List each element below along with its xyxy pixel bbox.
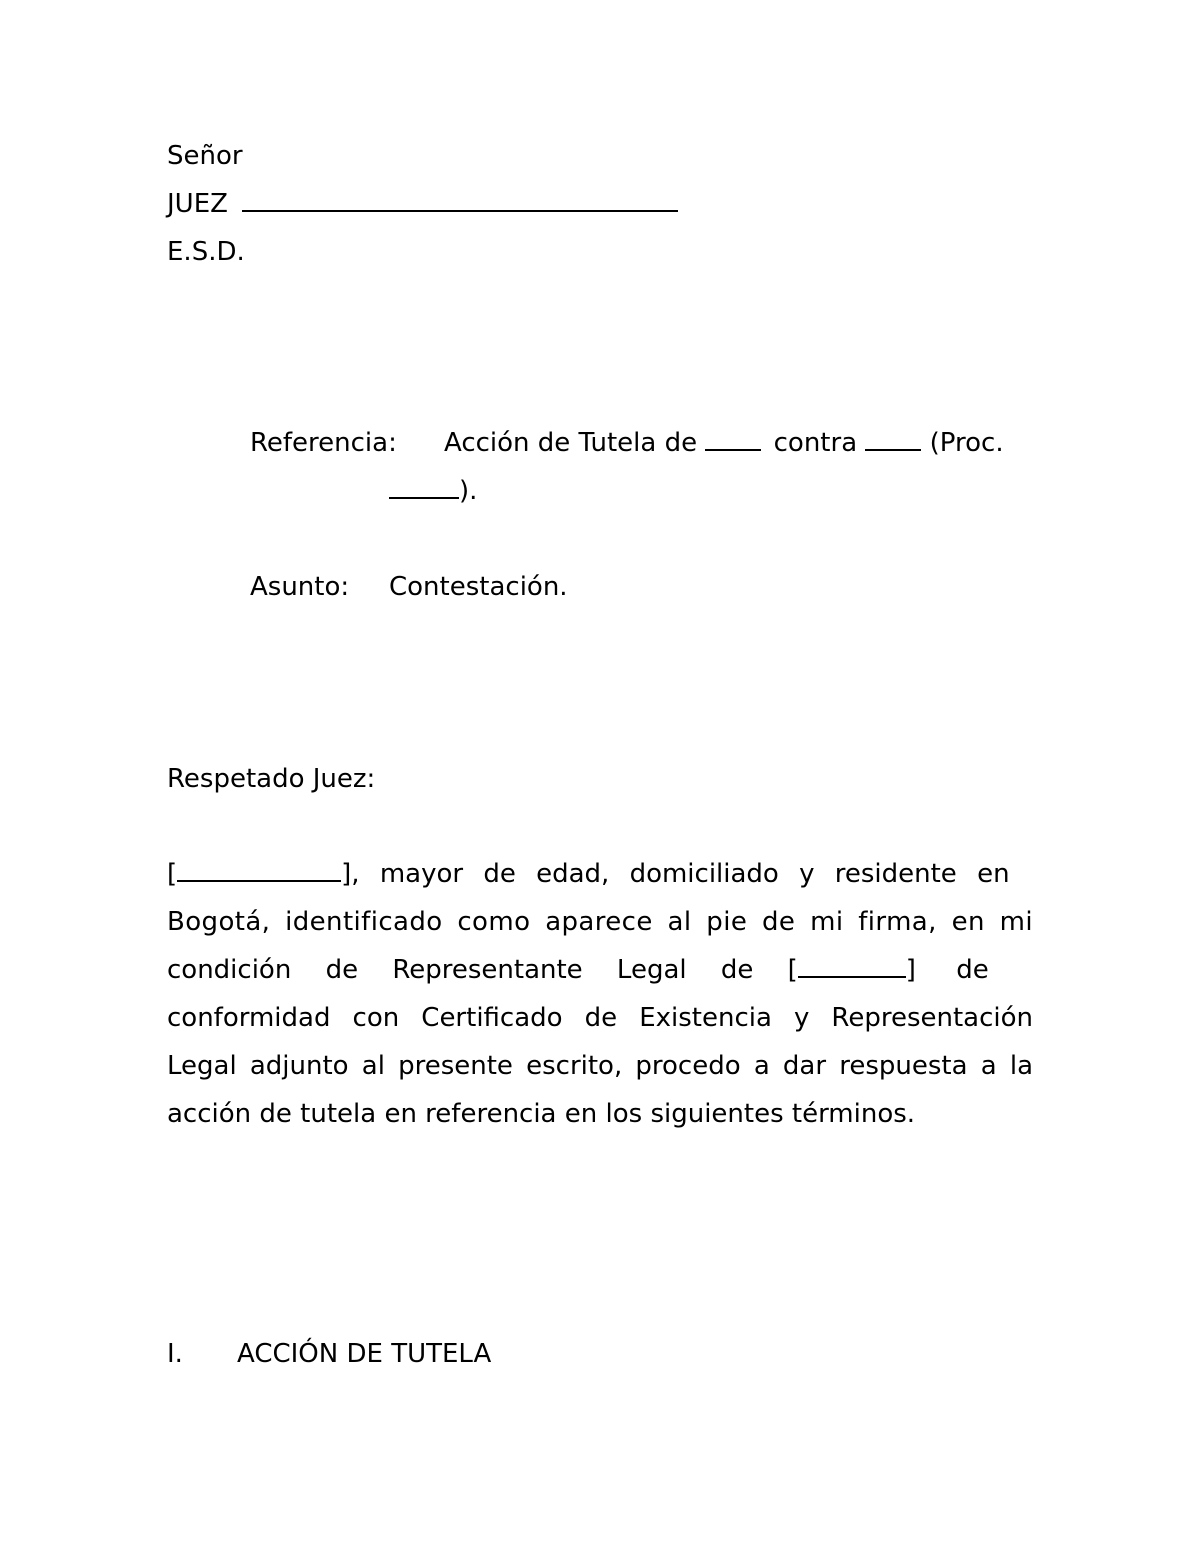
esd-line bbox=[167, 235, 245, 269]
section-number: I. bbox=[167, 1339, 183, 1369]
judge-line bbox=[167, 187, 678, 221]
body-line-3-start bbox=[167, 953, 989, 987]
greeting: Respetado Juez: bbox=[167, 764, 376, 794]
reference-text-4: ). bbox=[459, 476, 478, 506]
representative-name-blank[interactable] bbox=[177, 858, 341, 882]
section-title: ACCIÓN DE TUTELA bbox=[237, 1339, 492, 1369]
reference-label: Referencia: bbox=[250, 428, 397, 458]
body-line-2: Bogotá, identificado como aparece al pie de mi firma, en mi bbox=[167, 907, 1033, 937]
judge-name-blank[interactable] bbox=[242, 188, 678, 212]
body-line-3-text-2: ] de bbox=[905, 955, 989, 985]
salutation-text: Señor bbox=[167, 141, 243, 171]
judge-label: JUEZ bbox=[167, 189, 228, 219]
subject-value: Contestación. bbox=[389, 572, 568, 602]
body-line-1 bbox=[167, 857, 1033, 905]
company-name-blank[interactable] bbox=[798, 954, 906, 978]
body-line-1-text: ], mayor de edad, domiciliado y residente en bbox=[341, 859, 1010, 889]
reference-text-2: contra bbox=[773, 428, 858, 458]
body-line-3-text-1: condición de Representante Legal de [ bbox=[167, 955, 798, 985]
open-bracket: [ bbox=[167, 859, 178, 889]
salutation bbox=[167, 139, 243, 173]
esd-text: E.S.D. bbox=[167, 237, 245, 267]
process-number-blank[interactable] bbox=[389, 475, 459, 499]
reference-continuation bbox=[389, 474, 477, 508]
reference-text-1: Acción de Tutela de bbox=[444, 428, 698, 458]
body-line-1-start bbox=[167, 857, 1010, 891]
plaintiff-blank[interactable] bbox=[705, 427, 761, 451]
body-line-4: conformidad con Certificado de Existencia y Representación bbox=[167, 1003, 1033, 1033]
subject-label: Asunto: bbox=[250, 572, 350, 602]
reference-value bbox=[444, 426, 1032, 460]
body-paragraph bbox=[167, 857, 1033, 1145]
body-line-5: Legal adjunto al presente escrito, procedo a dar respuesta a la bbox=[167, 1051, 1033, 1081]
body-line-6: acción de tutela en referencia en los siguientes términos. bbox=[167, 1099, 916, 1129]
reference-text-3: (Proc. bbox=[929, 428, 1004, 458]
body-line-3 bbox=[167, 953, 1033, 1001]
defendant-blank[interactable] bbox=[865, 427, 921, 451]
